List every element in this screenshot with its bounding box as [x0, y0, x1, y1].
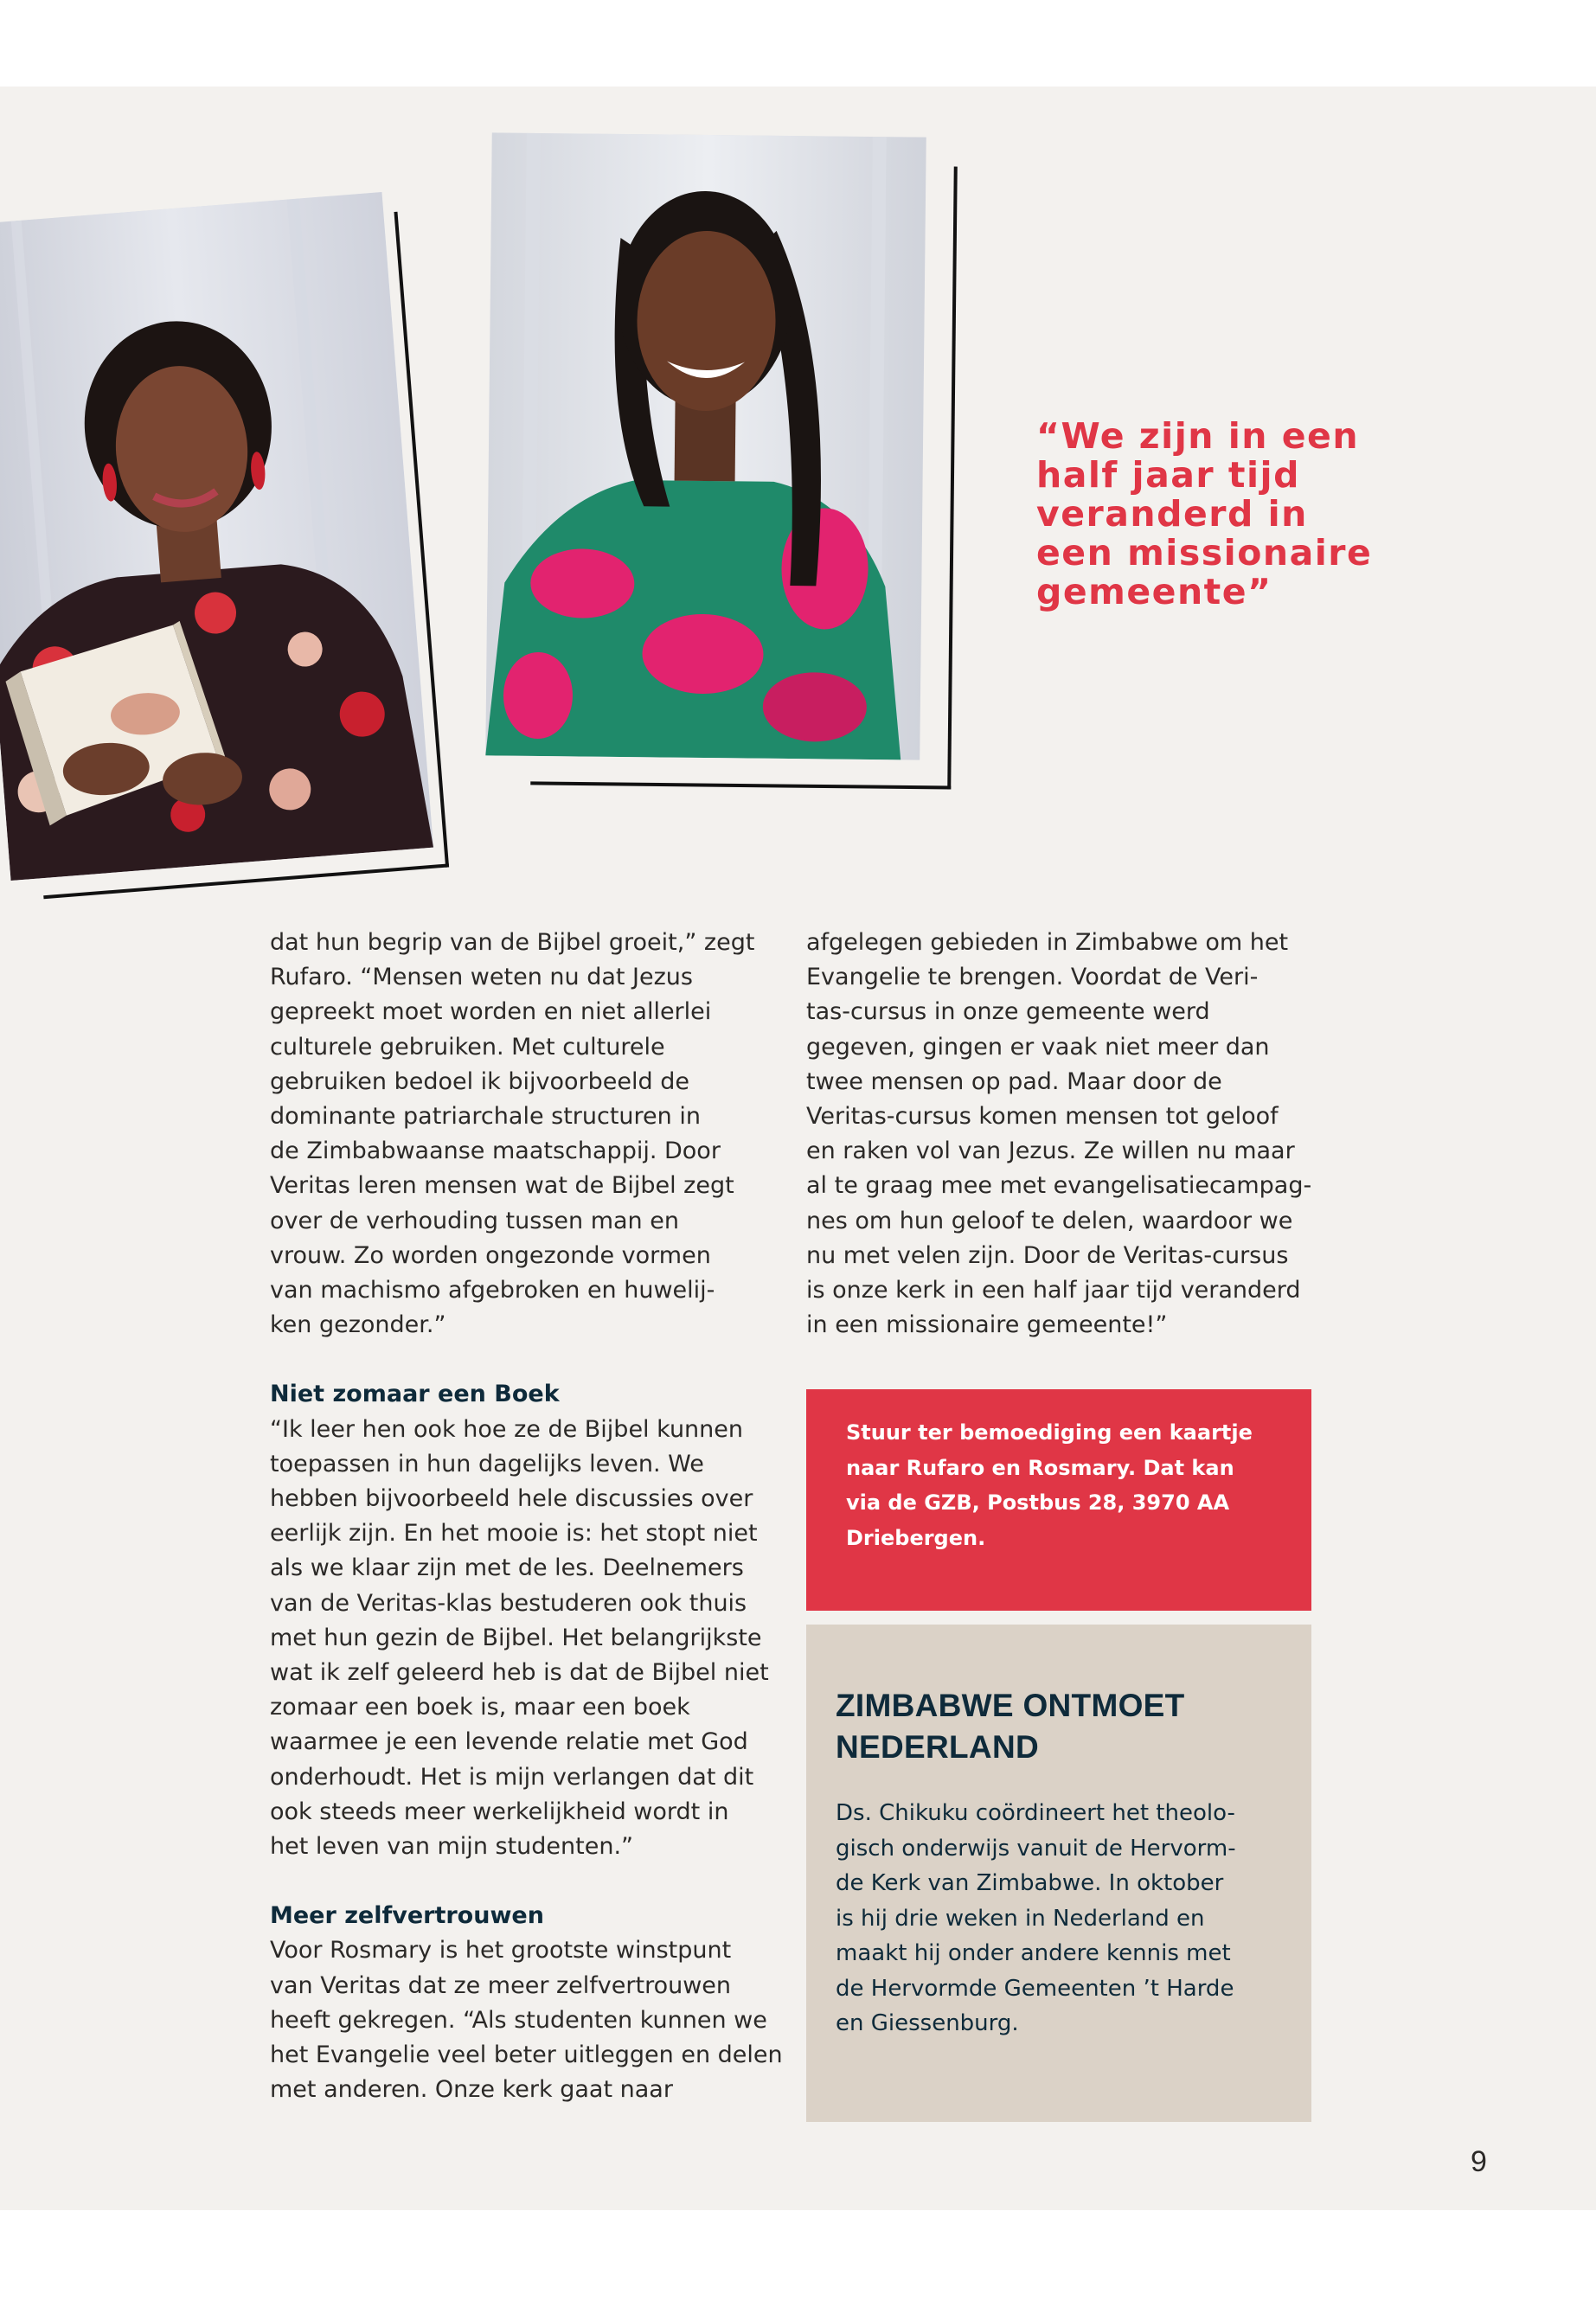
info-box-title: ZIMBABWE ONTMOET NEDERLAND: [836, 1688, 1185, 1765]
pull-quote: “We zijn in een half jaar tijd veranderd in een missionaire gemeente”: [1036, 415, 1373, 612]
article-column-right: [806, 926, 1325, 1343]
info-box-text: Ds. Chikuku coördineert het theolo- gisch onderwijs vanuit de Hervorm- de Kerk van Zimbabwe. In oktober is hij drie weken in Nederland en maakt hij onder andere kennis met de Hervormde Gemeenten ’t Harde en Giessenburg.: [836, 1800, 1236, 2036]
encouragement-box: [806, 1389, 1311, 1611]
photo-rufaro: [0, 192, 433, 881]
photo-rosmary: [485, 132, 926, 760]
article-column-left: [270, 926, 789, 2108]
body-paragraph: “Ik leer hen ook hoe ze de Bijbel kunnen toepassen in hun dagelijks leven. We hebben bijvoorbeeld hele discussies over eerlijk zijn. En het mooie is: het stopt niet als we klaar zijn met de les. Deelnemers van de Veritas-klas bestuderen ook thuis met hun gezin de Bijbel. Het belangrijkste wat ik zelf geleerd heb is dat de Bijbel niet zomaar een boek is, maar een boek waarmee je een levende relatie met God onderhoudt. Het is mijn verlangen dat dit ook steeds meer werkelijkheid wordt in het leven van mijn studenten.”: [270, 1415, 769, 1861]
info-box: [806, 1625, 1311, 2122]
page-number: 9: [1471, 2145, 1487, 2178]
encouragement-text: Stuur ter bemoediging een kaartje naar Rufaro en Rosmary. Dat kan via de GZB, Postbus 28, 3970 AA Driebergen.: [846, 1420, 1253, 1550]
subheading: Niet zomaar een Boek: [270, 1381, 560, 1408]
subheading: Meer zelfvertrouwen: [270, 1902, 544, 1930]
body-paragraph: dat hun begrip van de Bijbel groeit,” zegt Rufaro. “Mensen weten nu dat Jezus gepreekt moet worden en niet allerlei culturele gebruiken. Met culturele gebruiken bedoel ik bijvoorbeeld de dominante patriarchale structuren in de Zimbabwaanse maatschappij. Door Veritas leren mensen wat de Bijbel zegt over de verhouding tussen man en vrouw. Zo worden ongezonde vormen van machismo afgebroken en huwelij- ken gezonder.”: [270, 929, 755, 1339]
body-paragraph: Voor Rosmary is het grootste winstpunt van Veritas dat ze meer zelfvertrouwen heeft gekregen. “Als studenten kunnen we het Evangelie veel beter uitleggen en delen met anderen. Onze kerk gaat naar: [270, 1937, 783, 2104]
body-paragraph: afgelegen gebieden in Zimbabwe om het Evangelie te brengen. Voordat de Veri- tas-cursus in onze gemeente werd gegeven, gingen er vaak niet meer dan twee mensen op pad. Maar door de Veritas-cursus komen mensen tot geloof en raken vol van Jezus. Ze willen nu maar al te graag mee met evangelisatiecampag- nes om hun geloof te delen, waardoor we nu met velen zijn. Door de Veritas-cursus is onze kerk in een half jaar tijd veranderd in een missionaire gemeente!”: [806, 929, 1312, 1339]
